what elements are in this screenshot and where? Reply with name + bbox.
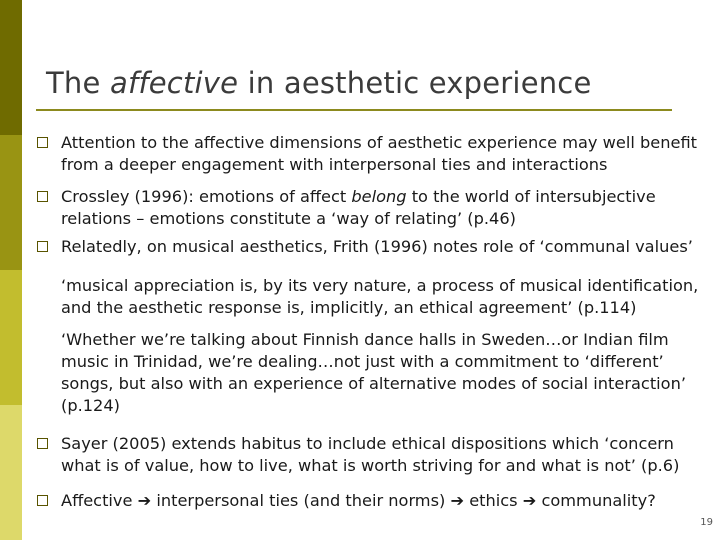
bullet-part: Affective (61, 491, 138, 510)
bullet-text: Relatedly, on musical aesthetics, Frith (1996) notes role of ‘communal values’ (61, 237, 693, 256)
bullet-part: communality? (536, 491, 656, 510)
decorative-sidebar (0, 0, 22, 540)
title-post: in aesthetic experience (238, 66, 592, 100)
bullet-part: ethics (464, 491, 523, 510)
square-bullet-icon (37, 495, 48, 506)
quote-text: ‘Whether we’re talking about Finnish dance halls in Sweden…or Indian film music in Trinidad, we’re dealing…not just with a commitment to ‘different’ songs, but also with an experience of alternative modes of social interaction’ (p.124) (61, 330, 686, 415)
bullet-text (61, 186, 703, 230)
sidebar-segment (0, 0, 22, 135)
sidebar-segment (0, 270, 22, 405)
title-pre: The (46, 66, 110, 100)
square-bullet-icon (37, 241, 48, 252)
sidebar-segment (0, 405, 22, 540)
right-arrow-icon: ➔ (522, 491, 537, 510)
title-underline (36, 109, 672, 111)
right-arrow-icon: ➔ (450, 491, 465, 510)
square-bullet-icon (37, 191, 48, 202)
bullet-text-pre: Crossley (1996): emotions of affect (61, 187, 352, 206)
bullet-text: Attention to the affective dimensions of aesthetic experience may well benefit from a deeper engagement with interpersonal ties and interactions (61, 133, 697, 174)
quote-text: ‘musical appreciation is, by its very nature, a process of musical identification, and the aesthetic response is, implicitly, an ethical agreement’ (p.114) (61, 276, 699, 317)
square-bullet-icon (37, 137, 48, 148)
sidebar-segment (0, 135, 22, 270)
bullet-text-post: to the world of intersubjective relations – emotions constitute a ‘way of relating’ (p.46) (61, 187, 656, 228)
page-number: 19 (700, 517, 713, 528)
square-bullet-icon (37, 438, 48, 449)
title-emphasis: affective (109, 66, 239, 100)
bullet-text (61, 490, 703, 512)
bullet-text-emphasis: belong (351, 187, 407, 206)
bullet-text: Sayer (2005) extends habitus to include ethical dispositions which ‘concern what is of value, how to live, what is worth striving for and what is not’ (p.6) (61, 434, 680, 475)
slide-title (46, 66, 592, 100)
bullet-part: interpersonal ties (and their norms) (151, 491, 451, 510)
right-arrow-icon: ➔ (137, 491, 152, 510)
